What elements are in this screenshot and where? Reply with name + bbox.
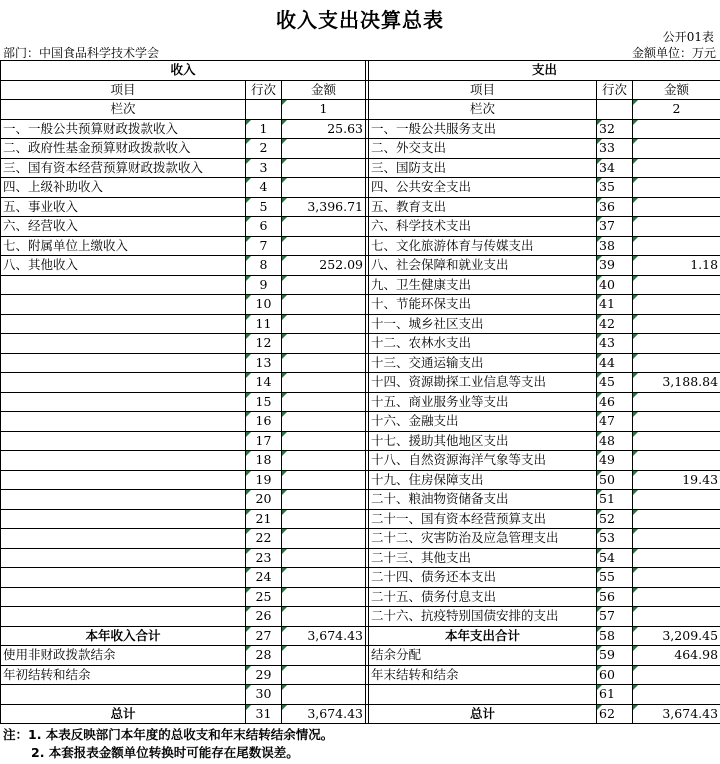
income-line: 20 bbox=[246, 490, 282, 510]
expense-line: 49 bbox=[597, 451, 633, 471]
income-item bbox=[1, 587, 246, 607]
expense-section-header: 支出 bbox=[369, 61, 720, 81]
expense-item: 八、社会保障和就业支出 bbox=[369, 256, 597, 276]
expense-line: 41 bbox=[597, 295, 633, 315]
income-item: 六、经营收入 bbox=[1, 217, 246, 237]
table-row bbox=[1, 451, 720, 471]
expense-amount bbox=[633, 236, 720, 256]
department-label: 部门：中国食品科学技术学会 bbox=[3, 46, 160, 60]
income-line: 31 bbox=[246, 704, 282, 724]
table-row bbox=[1, 314, 720, 334]
income-amount bbox=[282, 490, 366, 510]
expense-amount bbox=[633, 431, 720, 451]
income-line: 27 bbox=[246, 626, 282, 646]
income-line: 24 bbox=[246, 568, 282, 588]
income-amount: 3,674.43 bbox=[282, 704, 366, 724]
expense-item: 十五、商业服务业等支出 bbox=[369, 392, 597, 412]
income-line: 2 bbox=[246, 139, 282, 159]
income-amount bbox=[282, 509, 366, 529]
expense-amount bbox=[633, 197, 720, 217]
income-line: 23 bbox=[246, 548, 282, 568]
income-expense-table bbox=[0, 60, 720, 724]
table-row bbox=[1, 412, 720, 432]
table-row bbox=[1, 607, 720, 627]
income-item bbox=[1, 412, 246, 432]
expense-amount: 464.98 bbox=[633, 646, 720, 666]
table-row bbox=[1, 490, 720, 510]
income-line: 26 bbox=[246, 607, 282, 627]
expense-item: 二十、粮油物资储备支出 bbox=[369, 490, 597, 510]
expense-amount bbox=[633, 529, 720, 549]
expense-amount bbox=[633, 392, 720, 412]
table-row bbox=[1, 217, 720, 237]
income-column-label: 栏次 bbox=[1, 100, 246, 120]
expense-item: 十三、交通运输支出 bbox=[369, 353, 597, 373]
expense-amount: 3,209.45 bbox=[633, 626, 720, 646]
income-item bbox=[1, 275, 246, 295]
income-item-header: 项目 bbox=[1, 80, 246, 100]
expense-item: 本年支出合计 bbox=[369, 626, 597, 646]
table-row bbox=[1, 295, 720, 315]
expense-item: 十四、资源勘探工业信息等支出 bbox=[369, 373, 597, 393]
expense-amount bbox=[633, 607, 720, 627]
expense-amount-header: 金额 bbox=[633, 80, 720, 100]
expense-line: 54 bbox=[597, 548, 633, 568]
income-line: 3 bbox=[246, 158, 282, 178]
expense-item: 十九、住房保障支出 bbox=[369, 470, 597, 490]
income-item bbox=[1, 334, 246, 354]
income-line: 16 bbox=[246, 412, 282, 432]
table-row bbox=[1, 178, 720, 198]
expense-column-label: 栏次 bbox=[369, 100, 597, 120]
expense-item: 五、教育支出 bbox=[369, 197, 597, 217]
expense-line-header: 行次 bbox=[597, 80, 633, 100]
income-amount bbox=[282, 217, 366, 237]
income-amount bbox=[282, 373, 366, 393]
income-line: 5 bbox=[246, 197, 282, 217]
income-line: 25 bbox=[246, 587, 282, 607]
table-row bbox=[1, 704, 720, 724]
income-line: 7 bbox=[246, 236, 282, 256]
income-item bbox=[1, 490, 246, 510]
expense-line: 61 bbox=[597, 685, 633, 705]
expense-amount bbox=[633, 587, 720, 607]
table-row bbox=[1, 431, 720, 451]
income-item bbox=[1, 373, 246, 393]
income-item: 四、上级补助收入 bbox=[1, 178, 246, 198]
income-item bbox=[1, 392, 246, 412]
expense-item: 二十三、其他支出 bbox=[369, 548, 597, 568]
expense-line: 60 bbox=[597, 665, 633, 685]
income-item: 八、其他收入 bbox=[1, 256, 246, 276]
expense-item: 总计 bbox=[369, 704, 597, 724]
income-item bbox=[1, 295, 246, 315]
income-amount bbox=[282, 275, 366, 295]
expense-item: 二十六、抗疫特别国债安排的支出 bbox=[369, 607, 597, 627]
expense-amount bbox=[633, 568, 720, 588]
expense-amount bbox=[633, 685, 720, 705]
table-row bbox=[1, 334, 720, 354]
expense-item: 二、外交支出 bbox=[369, 139, 597, 159]
expense-line: 45 bbox=[597, 373, 633, 393]
expense-item: 七、文化旅游体育与传媒支出 bbox=[369, 236, 597, 256]
income-item: 三、国有资本经营预算财政拨款收入 bbox=[1, 158, 246, 178]
income-amount bbox=[282, 412, 366, 432]
income-line: 11 bbox=[246, 314, 282, 334]
expense-item: 九、卫生健康支出 bbox=[369, 275, 597, 295]
expense-line: 32 bbox=[597, 119, 633, 139]
income-line: 30 bbox=[246, 685, 282, 705]
income-amount bbox=[282, 236, 366, 256]
table-row bbox=[1, 587, 720, 607]
footnote-1: 注：1. 本表反映部门本年度的总收支和年末结转结余情况。 bbox=[3, 727, 334, 742]
expense-amount bbox=[633, 139, 720, 159]
income-amount bbox=[282, 431, 366, 451]
expense-line: 33 bbox=[597, 139, 633, 159]
expense-line: 53 bbox=[597, 529, 633, 549]
expense-item: 十七、援助其他地区支出 bbox=[369, 431, 597, 451]
expense-item: 十、节能环保支出 bbox=[369, 295, 597, 315]
income-amount bbox=[282, 665, 366, 685]
income-line: 29 bbox=[246, 665, 282, 685]
income-amount bbox=[282, 587, 366, 607]
table-row bbox=[1, 626, 720, 646]
table-row bbox=[1, 119, 720, 139]
income-amount: 252.09 bbox=[282, 256, 366, 276]
income-amount: 3,396.71 bbox=[282, 197, 366, 217]
expense-line: 62 bbox=[597, 704, 633, 724]
table-row bbox=[1, 197, 720, 217]
income-amount bbox=[282, 607, 366, 627]
footnotes bbox=[3, 726, 333, 762]
expense-item bbox=[369, 685, 597, 705]
income-item bbox=[1, 314, 246, 334]
expense-line: 44 bbox=[597, 353, 633, 373]
income-line: 15 bbox=[246, 392, 282, 412]
table-row bbox=[1, 665, 720, 685]
income-item: 总计 bbox=[1, 704, 246, 724]
table-row bbox=[1, 509, 720, 529]
table-row bbox=[1, 646, 720, 666]
income-line: 18 bbox=[246, 451, 282, 471]
income-amount bbox=[282, 295, 366, 315]
expense-line: 56 bbox=[597, 587, 633, 607]
income-item: 本年收入合计 bbox=[1, 626, 246, 646]
income-line: 17 bbox=[246, 431, 282, 451]
income-item: 七、附属单位上缴收入 bbox=[1, 236, 246, 256]
expense-line: 47 bbox=[597, 412, 633, 432]
income-item bbox=[1, 353, 246, 373]
income-amount bbox=[282, 178, 366, 198]
income-amount-header: 金额 bbox=[282, 80, 366, 100]
income-section-header: 收入 bbox=[1, 61, 366, 81]
expense-item: 一、一般公共服务支出 bbox=[369, 119, 597, 139]
expense-line: 50 bbox=[597, 470, 633, 490]
table-row bbox=[1, 139, 720, 159]
expense-line: 35 bbox=[597, 178, 633, 198]
expense-line: 46 bbox=[597, 392, 633, 412]
income-item bbox=[1, 431, 246, 451]
income-amount bbox=[282, 158, 366, 178]
income-amount bbox=[282, 353, 366, 373]
income-item bbox=[1, 470, 246, 490]
expense-line: 58 bbox=[597, 626, 633, 646]
income-line: 4 bbox=[246, 178, 282, 198]
expense-amount bbox=[633, 548, 720, 568]
expense-amount bbox=[633, 509, 720, 529]
income-amount bbox=[282, 139, 366, 159]
income-column-number: 1 bbox=[282, 100, 366, 120]
table-row bbox=[1, 568, 720, 588]
expense-line: 57 bbox=[597, 607, 633, 627]
form-number: 公开01表 bbox=[662, 30, 714, 44]
amount-unit-label: 金额单位：万元 bbox=[631, 46, 716, 60]
income-line: 6 bbox=[246, 217, 282, 237]
expense-line: 52 bbox=[597, 509, 633, 529]
income-amount: 3,674.43 bbox=[282, 626, 366, 646]
expense-item: 结余分配 bbox=[369, 646, 597, 666]
expense-line: 55 bbox=[597, 568, 633, 588]
income-item bbox=[1, 451, 246, 471]
table-row bbox=[1, 256, 720, 276]
income-line: 22 bbox=[246, 529, 282, 549]
table-row bbox=[1, 236, 720, 256]
expense-amount bbox=[633, 295, 720, 315]
table-row bbox=[1, 275, 720, 295]
footnote-2: 2. 本套报表金额单位转换时可能存在尾数误差。 bbox=[31, 745, 299, 760]
expense-item: 十二、农林水支出 bbox=[369, 334, 597, 354]
expense-line: 42 bbox=[597, 314, 633, 334]
expense-line: 39 bbox=[597, 256, 633, 276]
income-line: 1 bbox=[246, 119, 282, 139]
table-row bbox=[1, 470, 720, 490]
income-item bbox=[1, 529, 246, 549]
income-amount: 25.63 bbox=[282, 119, 366, 139]
income-item: 五、事业收入 bbox=[1, 197, 246, 217]
income-amount bbox=[282, 314, 366, 334]
income-amount bbox=[282, 548, 366, 568]
table-row bbox=[1, 685, 720, 705]
expense-amount: 3,674.43 bbox=[633, 704, 720, 724]
expense-amount bbox=[633, 275, 720, 295]
expense-item: 十八、自然资源海洋气象等支出 bbox=[369, 451, 597, 471]
expense-line: 40 bbox=[597, 275, 633, 295]
income-amount bbox=[282, 470, 366, 490]
expense-item: 二十五、债务付息支出 bbox=[369, 587, 597, 607]
income-line: 8 bbox=[246, 256, 282, 276]
expense-item: 二十二、灾害防治及应急管理支出 bbox=[369, 529, 597, 549]
expense-amount bbox=[633, 314, 720, 334]
expense-amount bbox=[633, 412, 720, 432]
income-item: 二、政府性基金预算财政拨款收入 bbox=[1, 139, 246, 159]
income-amount bbox=[282, 568, 366, 588]
expense-amount bbox=[633, 490, 720, 510]
expense-item: 十六、金融支出 bbox=[369, 412, 597, 432]
expense-item: 年末结转和结余 bbox=[369, 665, 597, 685]
expense-amount: 3,188.84 bbox=[633, 373, 720, 393]
income-amount bbox=[282, 451, 366, 471]
income-item bbox=[1, 568, 246, 588]
expense-line: 43 bbox=[597, 334, 633, 354]
income-line: 12 bbox=[246, 334, 282, 354]
income-line: 9 bbox=[246, 275, 282, 295]
table-row bbox=[1, 353, 720, 373]
income-line-header: 行次 bbox=[246, 80, 282, 100]
income-line: 14 bbox=[246, 373, 282, 393]
table-row bbox=[1, 548, 720, 568]
income-item: 使用非财政拨款结余 bbox=[1, 646, 246, 666]
income-amount bbox=[282, 392, 366, 412]
income-item bbox=[1, 509, 246, 529]
income-line: 19 bbox=[246, 470, 282, 490]
expense-item: 三、国防支出 bbox=[369, 158, 597, 178]
expense-item-header: 项目 bbox=[369, 80, 597, 100]
expense-amount: 1.18 bbox=[633, 256, 720, 276]
income-line: 28 bbox=[246, 646, 282, 666]
income-item bbox=[1, 548, 246, 568]
expense-line: 38 bbox=[597, 236, 633, 256]
income-line: 10 bbox=[246, 295, 282, 315]
report-title: 收入支出决算总表 bbox=[276, 8, 444, 32]
expense-item: 二十一、国有资本经营预算支出 bbox=[369, 509, 597, 529]
table-row bbox=[1, 392, 720, 412]
expense-amount bbox=[633, 178, 720, 198]
income-item bbox=[1, 685, 246, 705]
expense-amount bbox=[633, 665, 720, 685]
expense-line: 48 bbox=[597, 431, 633, 451]
income-amount bbox=[282, 685, 366, 705]
expense-amount bbox=[633, 353, 720, 373]
income-item: 一、一般公共预算财政拨款收入 bbox=[1, 119, 246, 139]
expense-amount bbox=[633, 158, 720, 178]
expense-line: 59 bbox=[597, 646, 633, 666]
income-amount bbox=[282, 334, 366, 354]
income-amount bbox=[282, 529, 366, 549]
expense-amount: 19.43 bbox=[633, 470, 720, 490]
expense-item: 二十四、债务还本支出 bbox=[369, 568, 597, 588]
table-row bbox=[1, 529, 720, 549]
income-line: 13 bbox=[246, 353, 282, 373]
expense-line: 36 bbox=[597, 197, 633, 217]
expense-item: 六、科学技术支出 bbox=[369, 217, 597, 237]
income-line: 21 bbox=[246, 509, 282, 529]
income-amount bbox=[282, 646, 366, 666]
expense-item: 四、公共安全支出 bbox=[369, 178, 597, 198]
income-item: 年初结转和结余 bbox=[1, 665, 246, 685]
expense-line: 34 bbox=[597, 158, 633, 178]
table-row bbox=[1, 373, 720, 393]
expense-line: 37 bbox=[597, 217, 633, 237]
income-item bbox=[1, 607, 246, 627]
expense-item: 十一、城乡社区支出 bbox=[369, 314, 597, 334]
expense-column-number: 2 bbox=[633, 100, 720, 120]
table-row bbox=[1, 158, 720, 178]
expense-amount bbox=[633, 119, 720, 139]
expense-line: 51 bbox=[597, 490, 633, 510]
expense-amount bbox=[633, 334, 720, 354]
expense-amount bbox=[633, 217, 720, 237]
expense-amount bbox=[633, 451, 720, 471]
